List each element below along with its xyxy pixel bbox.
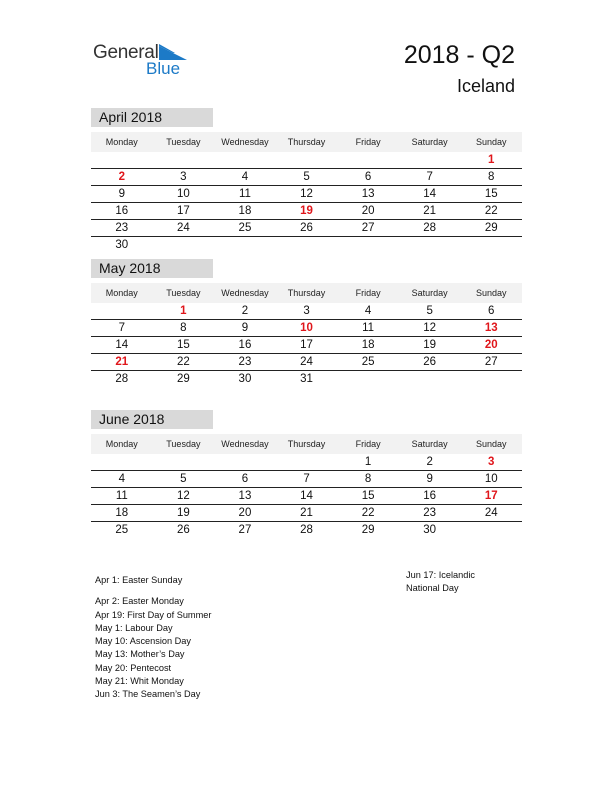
day-name: Sunday — [475, 439, 507, 449]
day-name: Sunday — [475, 288, 507, 298]
day-cell: 3 — [303, 305, 310, 317]
day-cell: 3 — [488, 456, 495, 468]
day-cell: 15 — [484, 188, 498, 200]
day-name: Thursday — [287, 137, 326, 147]
day-cell: 27 — [361, 222, 375, 234]
day-cell: 19 — [300, 205, 313, 217]
day-cell: 12 — [176, 490, 190, 502]
day-cell: 30 — [238, 373, 252, 385]
day-cell: 24 — [484, 507, 498, 519]
day-cell: 23 — [115, 222, 129, 234]
week-row — [91, 237, 522, 253]
week-row — [91, 320, 522, 337]
day-cell: 29 — [484, 222, 498, 234]
day-cell: 30 — [115, 239, 129, 251]
day-cell: 4 — [118, 473, 125, 485]
day-cell: 11 — [115, 490, 128, 502]
day-cell: 20 — [238, 507, 252, 519]
day-cell: 16 — [238, 339, 252, 351]
week-row — [91, 354, 522, 371]
month-title: May 2018 — [91, 259, 213, 278]
month-june — [91, 410, 522, 538]
day-name: Tuesday — [166, 439, 201, 449]
month-title: June 2018 — [91, 410, 213, 429]
day-cell: 23 — [423, 507, 437, 519]
day-name: Wednesday — [221, 288, 269, 298]
day-cell: 12 — [300, 188, 313, 200]
holiday-item: Apr 2: Easter Monday — [95, 596, 184, 607]
holiday-item: Jun 3: The Seamen’s Day — [95, 689, 201, 700]
day-cell: 8 — [180, 322, 187, 334]
day-cell: 18 — [361, 339, 375, 351]
day-name: Monday — [105, 288, 138, 298]
day-name: Friday — [355, 137, 381, 147]
day-cell: 19 — [423, 339, 437, 351]
day-cell: 1 — [364, 456, 372, 468]
day-cell: 12 — [423, 322, 437, 334]
holiday-item: May 20: Pentecost — [95, 662, 172, 673]
day-cell: 7 — [303, 473, 310, 485]
day-cell: 9 — [241, 322, 249, 334]
day-names-row — [91, 132, 522, 152]
country-name: Iceland — [456, 76, 515, 96]
week-row — [91, 152, 522, 169]
day-cell: 8 — [488, 171, 495, 183]
day-cell: 2 — [241, 305, 249, 317]
day-cell: 29 — [176, 373, 190, 385]
day-name: Saturday — [411, 137, 448, 147]
day-name: Thursday — [287, 439, 326, 449]
day-cell: 1 — [488, 154, 495, 166]
day-cell: 1 — [180, 305, 187, 317]
day-cell: 20 — [361, 205, 375, 217]
day-cell: 25 — [361, 356, 375, 368]
day-cell: 10 — [484, 473, 498, 485]
week-row — [91, 454, 522, 471]
day-cell: 18 — [238, 205, 252, 217]
logo-blue-text: Blue — [146, 59, 181, 78]
day-cell: 30 — [423, 524, 437, 536]
day-cell: 5 — [303, 171, 310, 183]
day-cell: 2 — [118, 171, 125, 183]
day-cell: 6 — [241, 473, 249, 485]
day-cell: 14 — [115, 339, 129, 351]
day-cell: 26 — [423, 356, 437, 368]
holiday-item: May 10: Ascension Day — [95, 636, 192, 647]
day-cell: 17 — [300, 339, 313, 351]
holiday-list-left — [95, 574, 211, 702]
day-cell: 17 — [176, 205, 190, 217]
day-cell: 27 — [238, 524, 252, 536]
day-name: Tuesday — [166, 137, 201, 147]
week-row — [91, 471, 522, 488]
day-cell: 21 — [423, 205, 437, 217]
week-row — [91, 220, 522, 237]
holiday-item: Jun 17: Icelandic — [406, 570, 475, 580]
day-name: Saturday — [411, 439, 448, 449]
day-cell: 21 — [300, 507, 313, 519]
day-cell: 13 — [484, 322, 498, 334]
day-cell: 22 — [176, 356, 190, 368]
day-cell: 23 — [238, 356, 252, 368]
day-cell: 14 — [300, 490, 313, 502]
day-cell: 16 — [423, 490, 437, 502]
day-cell: 9 — [426, 473, 433, 485]
day-cell: 5 — [426, 305, 433, 317]
day-cell: 10 — [176, 188, 190, 200]
logo — [93, 40, 203, 80]
weeks — [91, 303, 522, 387]
day-cell: 26 — [176, 524, 190, 536]
day-cell: 11 — [238, 188, 251, 200]
week-row — [91, 337, 522, 354]
holiday-item: May 21: Whit Monday — [95, 676, 184, 687]
day-cell: 13 — [361, 188, 375, 200]
day-cell: 3 — [180, 171, 187, 183]
day-name: Monday — [105, 439, 138, 449]
day-cell: 2 — [426, 456, 433, 468]
day-cell: 28 — [115, 373, 129, 385]
day-cell: 24 — [176, 222, 190, 234]
day-name: Tuesday — [166, 288, 201, 298]
week-row — [91, 522, 522, 538]
day-cell: 7 — [118, 322, 125, 334]
day-cell: 28 — [423, 222, 437, 234]
day-cell: 4 — [241, 171, 249, 183]
day-cell: 13 — [238, 490, 252, 502]
day-cell: 28 — [300, 524, 313, 536]
day-cell: 19 — [176, 507, 190, 519]
day-cell: 5 — [180, 473, 187, 485]
day-cell: 25 — [115, 524, 129, 536]
month-april — [91, 108, 522, 253]
day-cell: 17 — [484, 490, 498, 502]
page-title: 2018 - Q2 — [403, 41, 515, 69]
week-row — [91, 169, 522, 186]
day-cell: 8 — [364, 473, 372, 485]
day-cell: 6 — [364, 171, 372, 183]
day-names-row — [91, 283, 522, 303]
holiday-item: Apr 1: Easter Sunday — [95, 575, 183, 585]
day-name: Wednesday — [221, 137, 269, 147]
day-cell: 20 — [484, 339, 498, 351]
holiday-item: May 1: Labour Day — [95, 622, 173, 633]
day-cell: 16 — [115, 205, 129, 217]
weeks — [91, 152, 522, 253]
day-name: Monday — [105, 137, 138, 147]
day-cell: 4 — [364, 305, 372, 317]
day-name: Sunday — [475, 137, 507, 147]
day-cell: 10 — [300, 322, 313, 334]
week-row — [91, 203, 522, 220]
week-row — [91, 371, 522, 387]
day-cell: 22 — [361, 507, 375, 519]
day-names-row — [91, 434, 522, 454]
logo-flag-icon — [159, 44, 187, 60]
day-cell: 7 — [426, 171, 433, 183]
holiday-item: Apr 19: First Day of Summer — [95, 609, 212, 620]
day-cell: 24 — [300, 356, 313, 368]
holiday-item: May 13: Mother’s Day — [95, 649, 185, 660]
day-name: Wednesday — [221, 439, 269, 449]
day-cell: 25 — [238, 222, 252, 234]
day-cell: 22 — [484, 205, 498, 217]
day-name: Friday — [355, 288, 381, 298]
day-cell: 21 — [115, 356, 129, 368]
day-name: Saturday — [411, 288, 448, 298]
day-cell: 27 — [484, 356, 498, 368]
day-cell: 15 — [176, 339, 190, 351]
day-cell: 9 — [118, 188, 125, 200]
day-name: Thursday — [287, 288, 326, 298]
holiday-list-right — [406, 569, 475, 596]
day-cell: 31 — [300, 373, 313, 385]
weeks — [91, 454, 522, 538]
week-row — [91, 303, 522, 320]
day-cell: 29 — [361, 524, 375, 536]
day-cell: 18 — [115, 507, 129, 519]
week-row — [91, 186, 522, 203]
day-cell: 15 — [361, 490, 375, 502]
holiday-item: National Day — [406, 583, 459, 594]
day-cell: 11 — [362, 322, 375, 334]
day-cell: 26 — [300, 222, 313, 234]
day-cell: 6 — [488, 305, 495, 317]
week-row — [91, 488, 522, 505]
day-cell: 14 — [423, 188, 437, 200]
month-title: April 2018 — [91, 108, 213, 127]
week-row — [91, 505, 522, 522]
month-may — [91, 259, 522, 387]
logo-general-text: General — [93, 42, 159, 63]
day-name: Friday — [355, 439, 381, 449]
